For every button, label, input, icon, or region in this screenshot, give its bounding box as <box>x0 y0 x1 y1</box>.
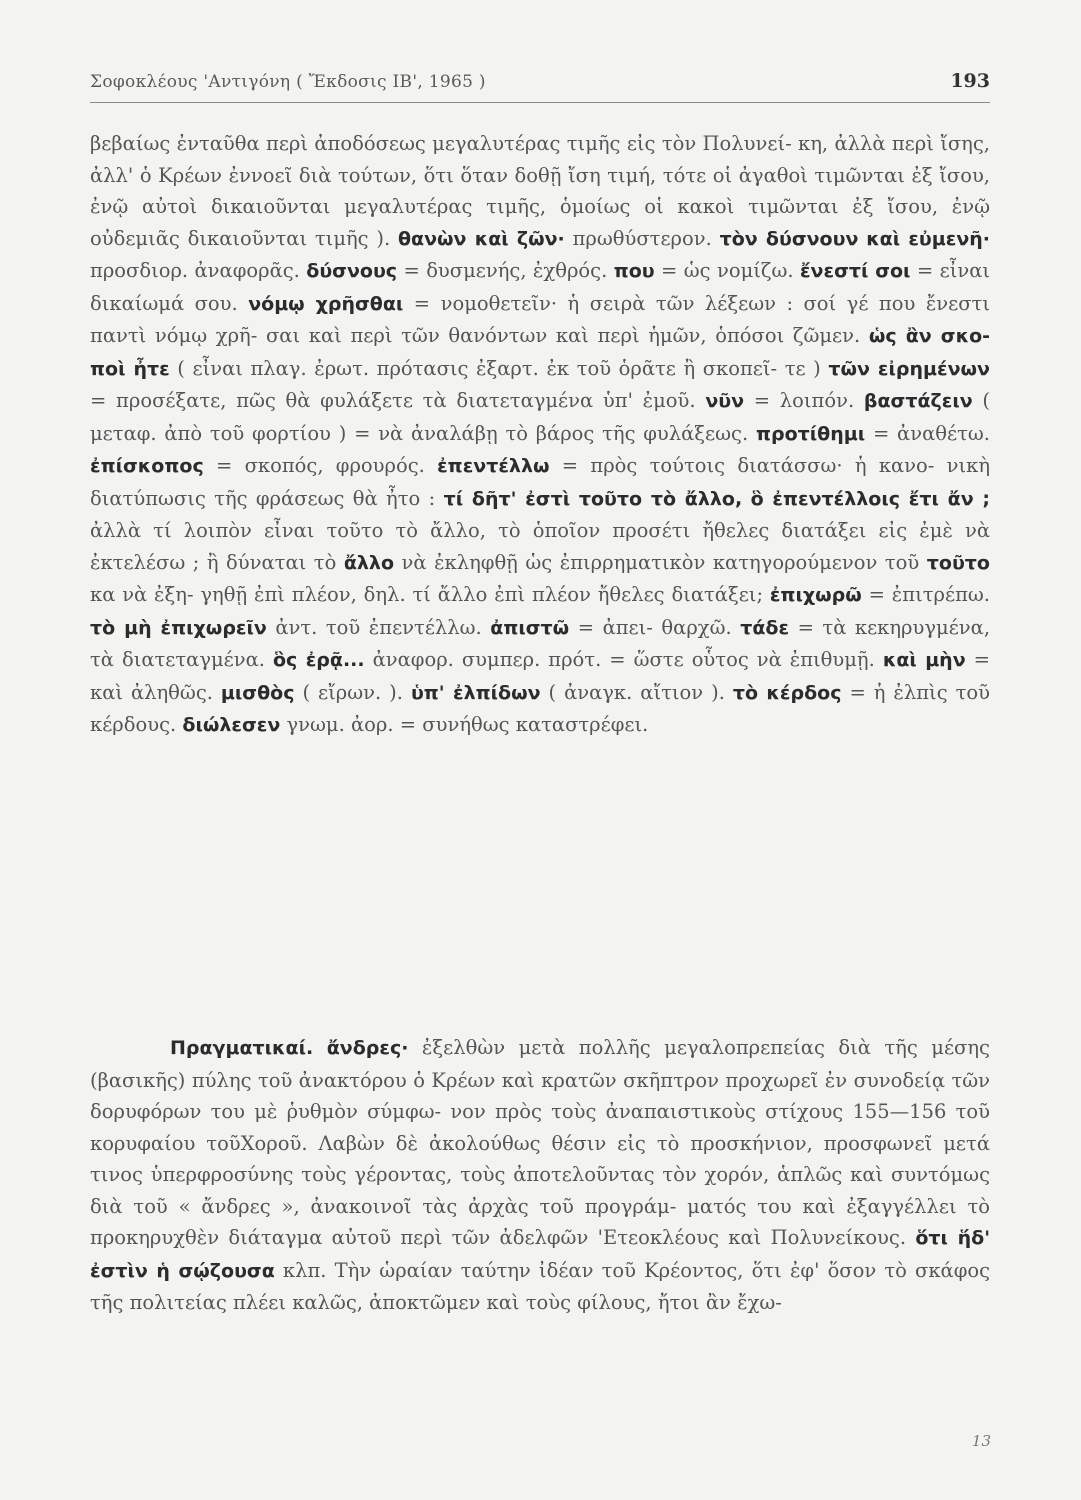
lemma: ὑπ' ἐλπίδων <box>410 681 541 704</box>
lemma: ἀπιστῶ <box>490 616 570 639</box>
commentary-paragraph-2 <box>90 1032 990 1319</box>
text-run: ( μεταφ. ἀπὸ τοῦ φορτίου ) = νὰ <box>90 389 990 445</box>
lemma: νῦν <box>705 390 745 412</box>
text-run: νομοθετεῖν· ἡ σειρὰ τῶν λέξεων : σοί γέ που ἔνεστι παντὶ νόμῳ χρῆ- <box>90 291 990 347</box>
text-run: νον πρὸς τοὺς ἀναπαιστικοὺς στίχους 155—156 τοῦ κορυφαίου τοῦΧοροῦ. <box>90 1100 990 1155</box>
text-run: = ἀναθέτω. <box>872 421 990 445</box>
text-run: ἐξελθὼν μετὰ πολλῆς μεγαλοπρεπείας <box>421 1036 825 1059</box>
text-run: τε ) <box>784 356 821 380</box>
signature-mark: 13 <box>971 1432 991 1450</box>
text-run: = ὡς νομίζω. <box>661 259 794 282</box>
lemma: δύσνους <box>306 260 398 282</box>
text-run: = ἡ <box>849 680 886 704</box>
lemma: τὸ μὴ ἐπιχωρεῖν <box>90 616 267 639</box>
lemma: ὃς ἐρᾷ... <box>273 649 365 671</box>
text-run: ἀντ. τοῦ ἐπεντέλλω. <box>275 615 482 639</box>
text-run: κα νὰ ἐξη- <box>90 583 194 606</box>
lemma: ὃ ἐπεντέλλοις ἔτι ἄν ; <box>750 487 991 510</box>
lemma: προτίθημι <box>755 422 866 445</box>
text-run: = εἶναι δικαίωμά σου. <box>90 259 991 315</box>
lemma: τὸ κέρδος <box>732 681 842 704</box>
text-run: βεβαίως ἐνταῦθα περὶ ἀποδόσεως μεγαλυτέρας τιμῆς εἰς τὸν Πολυνεί- <box>90 132 792 155</box>
text-run: δικαιοῦνται τιμῆς ). <box>187 226 391 250</box>
lemma: διώλεσεν <box>182 714 281 736</box>
lemma: καὶ μὴν <box>882 649 966 671</box>
lemma: νόμῳ χρῆσθαι <box>248 292 404 315</box>
text-run: ( ἀναγκ. αἴτιον ). <box>548 680 725 704</box>
text-run: ἴση τιμή, τότε οἱ ἀγαθοὶ τιμῶνται ἐξ ἴσου, ἐνῷ αὐτοὶ δικαιοῦνται <box>90 163 990 218</box>
lemma: ποὶ ἦτε <box>90 357 170 380</box>
lemma: ὡς ἂν σκο- <box>868 325 991 347</box>
section-heading: Πραγματικαί. <box>170 1037 314 1059</box>
text-run: ματός του καὶ ἐξαγγέλλει τὸ προκηρυχθὲν διάταγμα αὐτοῦ περὶ τῶν <box>90 1194 990 1249</box>
text-run: ἐκληφθῇ ὡς ἐπιρρηματικὸν κατηγορούμενον τοῦ <box>434 550 920 574</box>
lemma: ἄλλο <box>343 551 394 574</box>
text-run: = δυσμενής, ἐχθρός. <box>403 259 608 282</box>
text-run: πρωθύστερον. <box>572 226 712 250</box>
text-run: νικὴ διατύπωσις τῆς φράσεως θὰ ἦτο : <box>90 454 991 510</box>
text-run: θαρχῶ. <box>661 615 732 639</box>
text-run: = τὰ κεκηρυγμένα, τὰ διατεταγμένα. <box>90 615 991 671</box>
text-run: = προσέξατε, πῶς θὰ φυλάξετε τὰ διατεταγμένα <box>90 389 594 412</box>
text-run: = πρὸς τούτοις διατάσσω· ἡ κανο- <box>561 454 935 477</box>
text-run: ἀναφορ. <box>372 648 454 671</box>
running-head-title: Σοφοκλέους 'Αντιγόνη ( Ἔκδοσις ΙΒ', 1965 ) <box>90 72 486 92</box>
lemma: ἐπίσκοπος <box>90 455 204 477</box>
page-number: 193 <box>950 70 990 92</box>
text-run: ἐπιτρέπω. <box>891 583 990 606</box>
text-run: τῆς πολιτείας πλέει καλῶς, ἀποκτῶμεν καὶ τοὺς φίλους, ἤτοι ἂν ἔχω- <box>90 1291 782 1314</box>
text-run: ( εἶναι πλαγ. ἐρωτ. πρότασις ἐξαρτ. ἐκ τοῦ ὁρᾶτε ἢ σκοπεῖ- <box>177 356 778 380</box>
text-run: καὶ συντόμως διὰ τοῦ « ἄνδρες », ἀνακοινοῖ τὰς ἀρχὰς τοῦ προγράμ- <box>90 1163 990 1218</box>
text-run: νὰ <box>401 550 427 574</box>
text-run: κλπ. Τὴν ὡραίαν ταύτην ἰδέαν τοῦ Κρέοντος, ὅτι ἐφ' ὅσον τὸ σκάφος <box>282 1258 991 1282</box>
text-run: σαι καὶ περὶ τῶν θανόντων καὶ περὶ ἡμῶν, ὁπόσοι ζῶμεν. <box>266 324 861 347</box>
text-run: = <box>413 291 431 315</box>
text-run: προσέτι ἤθελες διατάξει εἰς ἐμὲ νὰ ἐκτελέσω ; ἢ δύναται τὸ <box>90 519 990 574</box>
lemma: που <box>613 260 655 282</box>
text-run: γνωμ. ἀορ. = συνήθως καταστρέφει. <box>286 713 649 736</box>
text-run: ἀναλάβῃ τὸ βάρος τῆς φυλάξεως. <box>411 421 749 445</box>
lemma: τὸν δύσνουν <box>719 227 859 250</box>
text-run: γηθῇ ἐπὶ πλέον, δηλ. τί ἄλλο ἐπὶ πλέον ἤθελες διατάξει; <box>200 583 764 606</box>
text-run: ὑπ' ἐμοῦ. <box>602 389 696 412</box>
lemma: ἔνεστί σοι <box>799 260 911 282</box>
lemma: τάδε <box>740 616 790 639</box>
lemma: βαστάζειν <box>863 390 973 412</box>
text-run: προσδιορ. ἀναφορᾶς. <box>90 259 300 282</box>
lemma: μισθὸς <box>220 681 295 704</box>
lemma: ὅτι ἥδ' ἐστὶν ἡ σῴζουσα <box>90 1227 991 1282</box>
lemma: τοῦτο <box>926 551 990 574</box>
text-run: σκῆπτρον προχωρεῖ ἐν συνοδείᾳ τῶν δορυφόρων του μὲ ῥυθμὸν σύμφω- <box>90 1068 990 1123</box>
text-run: μεγαλυτέρας τιμῆς, ὁμοίως οἱ κακοὶ τιμῶνται ἐξ ἴσου, ἐνῷ οὐδεμιᾶς <box>90 195 991 250</box>
text-run: = ἀπει- <box>577 615 653 639</box>
text-run: Λαβὼν δὲ ἀκολούθως θέσιν εἰς τὸ προσκήνιον, προσφωνεῖ μετά τινος <box>90 1131 990 1186</box>
text-run: = λοιπόν. <box>753 389 855 412</box>
lemma: ἄνδρες· <box>326 1037 409 1059</box>
text-run: = καὶ ἀληθῶς. <box>90 648 990 704</box>
lemma: θανὼν καὶ ζῶν· <box>398 227 565 250</box>
lemma: τῶν εἰρημένων <box>828 357 990 380</box>
lemma: τί δῆτ' ἐστὶ τοῦτο τὸ ἄλλο, <box>443 487 743 510</box>
commentary-paragraph-1 <box>90 128 990 742</box>
running-head <box>90 72 990 103</box>
text-run: διὰ τῆς μέσης (βασικῆς) πύλης τοῦ ἀνακτόρου ὁ Κρέων καὶ κρατῶν <box>90 1036 990 1092</box>
text-run: κη, ἀλλὰ περὶ ἴσης, ἀλλ' ὁ Κρέων ἐννοεῖ διὰ τούτων, ὅτι ὅταν δοθῇ <box>90 132 990 187</box>
text-run: ἀδελφῶν 'Ετεοκλέους καὶ Πολυνείκους. <box>499 1226 907 1249</box>
text-run: ( εἴρων. ). <box>302 680 403 704</box>
text-run: ὑπερφροσύνης τοὺς γέροντας, τοὺς ἀποτελοῦντας τὸν χορόν, ἁπλῶς <box>150 1163 843 1186</box>
lemma: ἐπεντέλλω <box>437 455 550 477</box>
text-run: = σκοπός, φρουρός. <box>215 454 425 477</box>
text-run: ἐλπὶς τοῦ κέρδους. <box>90 680 990 736</box>
lemma: καὶ εὐμενῆ· <box>866 227 990 250</box>
text-run: ἀλλὰ τί λοιπὸν εἶναι τοῦτο τὸ ἄλλο, τὸ ὁποῖον <box>90 519 601 542</box>
text-run: συμπερ. πρότ. = ὥστε οὗτος νὰ ἐπιθυμῇ. <box>461 648 875 671</box>
text-run: = <box>868 583 885 606</box>
lemma: ἐπιχωρῶ <box>769 584 862 606</box>
